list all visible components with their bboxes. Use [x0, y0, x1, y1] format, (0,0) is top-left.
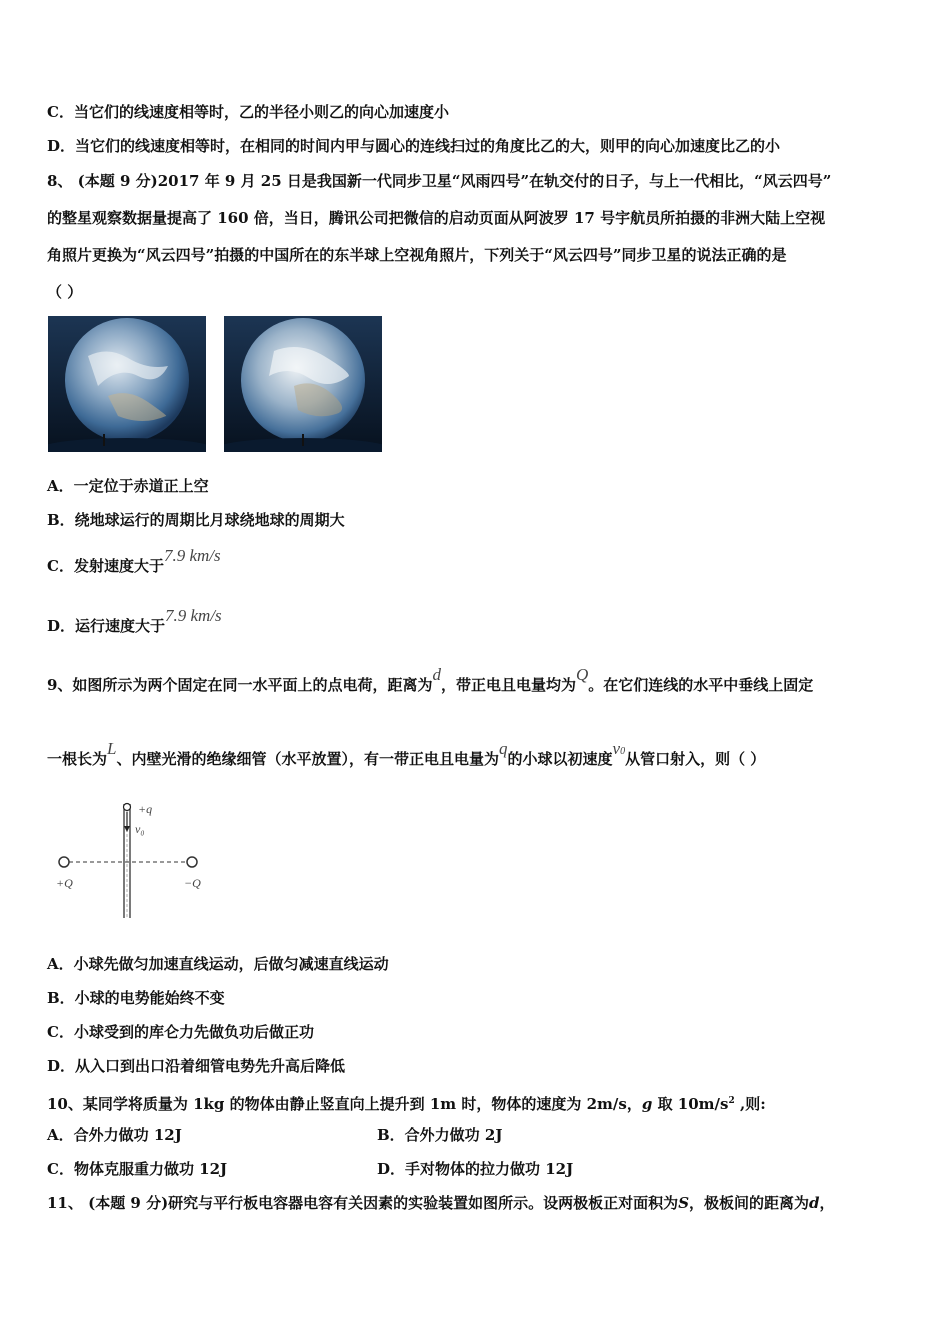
prev-option-d: D．当它们的线速度相等时，在相同的时间内甲与圆心的连线扫过的角度比乙的大，则甲的向心加速度比乙的小 — [47, 137, 781, 155]
q9-line-2 — [47, 739, 766, 772]
q9-line-1-c: 。在它们连线的水平中垂线上固定 — [588, 676, 814, 694]
q9-option-a: A．小球先做匀加速直线运动，后做匀减速直线运动 — [47, 955, 389, 973]
q9-line-2-c: 的小球以初速度 — [507, 750, 613, 768]
q11-symbol-d: d — [809, 1194, 820, 1212]
label-minus-Q: −Q — [184, 876, 201, 890]
q8-option-d — [47, 606, 222, 636]
q9-line-1 — [47, 665, 814, 695]
q9-line-2-d: 从管口射入，则（ ） — [625, 750, 766, 768]
q10-line-1-c: ,则: — [734, 1095, 766, 1113]
q9-option-d: D．从入口到出口沿着细管电势先升高后降低 — [47, 1057, 346, 1075]
label-plus-Q: +Q — [56, 876, 73, 890]
q11-symbol-S: S — [678, 1194, 690, 1212]
q10-line-1 — [47, 1091, 766, 1114]
q10-option-d: D．手对物体的拉力做功 12J — [377, 1160, 574, 1178]
q10-line-1-b: 取 10m/s — [652, 1095, 729, 1113]
q9-line-2-b: 、内壁光滑的绝缘细管（水平放置），有一带正电且电量为 — [116, 750, 499, 768]
q9-symbol-Q: Q — [575, 665, 589, 684]
q10-symbol-g: g — [641, 1095, 653, 1113]
q8-speed-c: 7.9 km/s — [163, 546, 221, 565]
q11-line-1-b: ，极板间的距离为 — [689, 1194, 810, 1212]
q8-option-b: B．绕地球运行的周期比月球绕地球的周期大 — [47, 511, 345, 529]
q8-line-3: 角照片更换为“风云四号”拍摄的中国所在的东半球上空视角照片，下列关于“风云四号”同步卫星的说法正确的是 — [47, 246, 787, 264]
q9-line-1-a: 9、如图所示为两个固定在同一水平面上的点电荷，距离为 — [47, 676, 433, 694]
q9-line-1-b: ，带正电且电量均为 — [440, 676, 576, 694]
q10-option-c: C．物体克服重力做功 12J — [47, 1160, 228, 1178]
q9-symbol-v: v — [612, 739, 621, 758]
q10-line-1-a: 10、某同学将质量为 1kg 的物体由静止竖直向上提升到 1m 时，物体的速度为 2m/s， — [47, 1095, 642, 1113]
q9-line-2-a: 一根长为 — [47, 750, 108, 768]
q9-option-c: C．小球受到的库仑力先做负功后做正功 — [47, 1023, 314, 1041]
q8-line-1: 8、 (本题 9 分)2017 年 9 月 25 日是我国新一代同步卫星“风雨四号”在轨交付的日子，与上一代相比，“风云四号” — [47, 172, 832, 190]
q9-symbol-L: L — [107, 739, 117, 758]
q10-superscript: 2 — [728, 1096, 735, 1106]
q9-option-b: B．小球的电势能始终不变 — [47, 989, 225, 1007]
q11-line-1 — [47, 1193, 835, 1213]
q8-option-d-text: D．运行速度大于 — [47, 617, 166, 635]
q11-line-1-a: 11、 (本题 9 分)研究与平行板电容器电容有关因素的实验装置如图所示。设两极板正对面积为 — [47, 1194, 679, 1212]
q9-symbol-v-sub: 0 — [620, 746, 626, 757]
q9-symbol-q: q — [499, 739, 508, 758]
label-v0: v₀ — [135, 822, 145, 836]
q11-line-1-c: ， — [819, 1194, 835, 1212]
prev-option-c: C．当它们的线速度相等时，乙的半径小则乙的向心加速度小 — [47, 103, 449, 121]
label-plus-q: +q — [138, 802, 153, 816]
q8-speed-d: 7.9 km/s — [165, 606, 222, 625]
q10-option-a: A．合外力做功 12J — [47, 1126, 182, 1144]
earth-photo-china — [224, 316, 382, 452]
q10-option-b: B．合外力做功 2J — [377, 1126, 503, 1144]
q8-option-c — [47, 546, 221, 576]
q8-option-a: A．一定位于赤道正上空 — [47, 477, 209, 495]
q8-line-4: （ ） — [47, 283, 83, 301]
q8-option-c-text: C．发射速度大于 — [47, 557, 164, 575]
q9-symbol-d: d — [432, 665, 441, 684]
q8-line-2: 的整星观察数据量提高了 160 倍，当日，腾讯公司把微信的启动页面从阿波罗 17 号宇航员所拍摄的非洲大陆上空视 — [47, 209, 826, 227]
charge-tube-diagram — [50, 798, 220, 923]
q9-symbol-v0 — [613, 739, 626, 758]
earth-photo-africa — [48, 316, 206, 452]
